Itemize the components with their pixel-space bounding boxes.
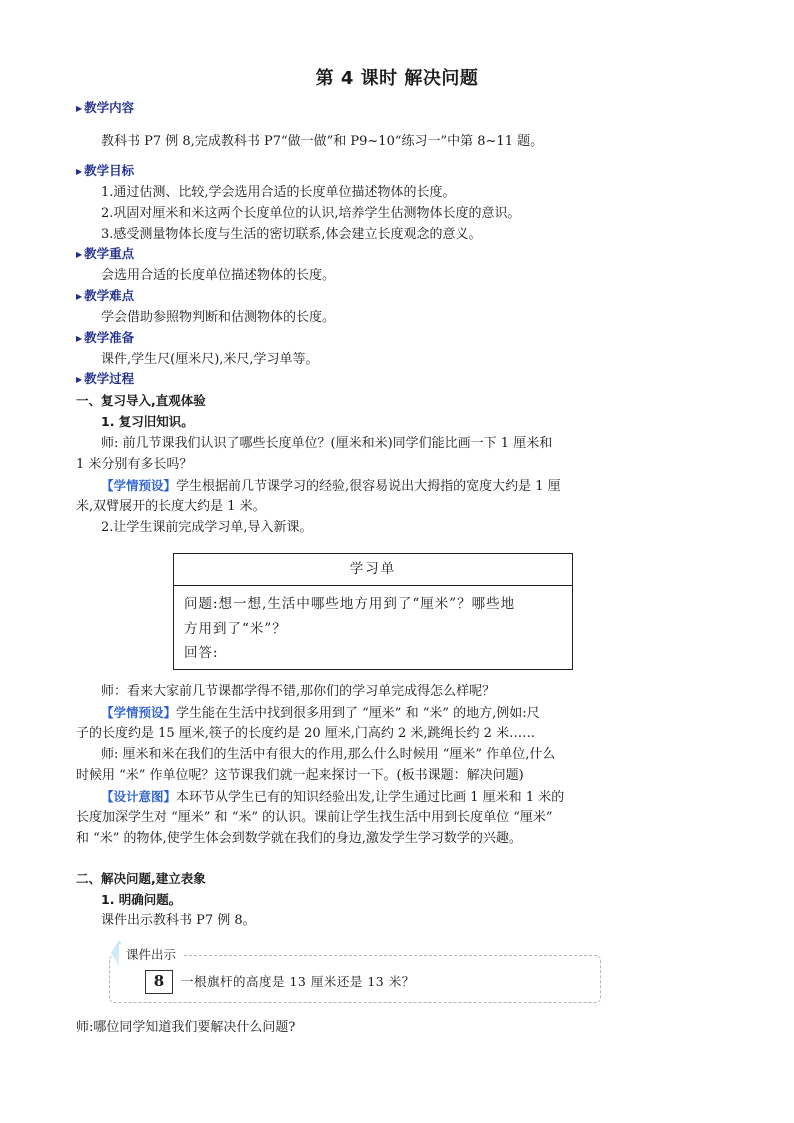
design-text: 本环节从学生已有的知识经验出发,让学生通过比画 1 厘米和 1 米的 <box>176 790 565 805</box>
triangle-bullet-icon: ▶ <box>76 292 83 301</box>
preset-text: 学生能在生活中找到很多用到了 “厘米” 和 “米” 的地方,例如:尺 <box>176 706 540 721</box>
triangle-bullet-icon: ▶ <box>76 334 83 343</box>
difficulty-text: 学会借助参照物判断和估测物体的长度。 <box>101 310 336 325</box>
section-label: 教学目标 <box>84 163 135 178</box>
section-label: 教学重点 <box>84 246 135 261</box>
design-paragraph <box>101 786 564 808</box>
teacher-line: 师: 前几节课我们认识了哪些长度单位？(厘米和米)同学们能比画一下 1 厘米和 <box>101 436 553 451</box>
example-number: 8 <box>145 970 173 994</box>
triangle-bullet-icon: ▶ <box>76 167 83 176</box>
worksheet-answer: 回答: <box>184 645 219 661</box>
design-line: 和 “米” 的物体,使学生体会到数学就在我们的身边,激发学生学习数学的兴趣。 <box>76 831 522 846</box>
section-heading-goals <box>76 161 134 182</box>
section-heading-key <box>76 244 134 265</box>
preset-tag: 【学情预设】 <box>101 478 177 493</box>
part2-heading: 二、解决问题,建立表象 <box>76 871 206 886</box>
preset-paragraph <box>101 702 540 724</box>
worksheet-box <box>173 553 573 670</box>
triangle-bullet-icon: ▶ <box>76 250 83 259</box>
triangle-bullet-icon: ▶ <box>76 104 83 113</box>
part2-line: 课件出示教科书 P7 例 8。 <box>101 913 256 928</box>
section-label: 教学过程 <box>84 371 135 386</box>
prep-text: 课件,学生尺(厘米尺),米尺,学习单等。 <box>101 352 319 367</box>
key-text: 会选用合适的长度单位描述物体的长度。 <box>101 268 336 283</box>
part1-sub2: 2.让学生课前完成学习单,导入新课。 <box>101 520 313 535</box>
goal-item: 2.巩固对厘米和米这两个长度单位的认识,培养学生估测物体长度的意识。 <box>101 206 521 221</box>
part2-sub1: 1. 明确问题。 <box>101 892 182 907</box>
worksheet-question: 问题:想一想,生活中哪些地方用到了“厘米”？哪些地 <box>184 596 516 612</box>
teacher-line: 时候用 “米” 作单位呢？这节课我们就一起来探讨一下。(板书课题：解决问题) <box>76 768 524 783</box>
triangle-bullet-icon: ▶ <box>76 375 83 384</box>
page-title: 第 4 课时 解决问题 <box>315 68 479 89</box>
preset-line: 米,双臂展开的长度大约是 1 米。 <box>76 499 266 514</box>
teacher-line: 师：看来大家前几节课都学得不错,那你们的学习单完成得怎么样呢？ <box>101 684 496 699</box>
goal-item: 3.感受测量物体长度与生活的密切联系,体会建立长度观念的意义。 <box>101 227 482 242</box>
teacher-line: 1 米分别有多长吗？ <box>76 457 193 472</box>
preset-line: 子的长度约是 15 厘米,筷子的长度约是 20 厘米,门高约 2 米,跳绳长约 2 米…… <box>76 726 536 741</box>
section-heading-content <box>76 98 134 119</box>
worksheet-question: 方用到了“米”？ <box>184 621 287 637</box>
teacher-line: 师:哪位同学知道我们要解决什么问题? <box>76 1020 296 1035</box>
section-heading-difficulty <box>76 286 134 307</box>
part1-heading: 一、复习导入,直观体验 <box>76 393 206 408</box>
section-heading-prep <box>76 328 134 349</box>
courseware-tag: 课件出示 <box>119 944 182 966</box>
goal-item: 1.通过估测、比较,学会选用合适的长度单位描述物体的长度。 <box>101 185 456 200</box>
section-label: 教学难点 <box>84 288 135 303</box>
design-tag: 【设计意图】 <box>101 789 177 804</box>
worksheet-title: 学习单 <box>174 554 572 586</box>
section-label: 教学内容 <box>84 100 135 115</box>
design-line: 长度加深学生对 “厘米” 和 “米” 的认识。课前让学生找生活中用到长度单位 “厘米” <box>76 810 553 825</box>
teacher-line: 师: 厘米和米在我们的生活中有很大的作用,那么什么时候用 “厘米” 作单位,什么 <box>101 747 556 762</box>
section-heading-process <box>76 369 134 390</box>
content-text: 教科书 P7 例 8,完成教科书 P7“做一做”和 P9~10“练习一”中第 8~11 题。 <box>101 134 544 149</box>
preset-text: 学生根据前几节课学习的经验,很容易说出大拇指的宽度大约是 1 厘 <box>176 479 561 494</box>
example-question: 一根旗杆的高度是 13 厘米还是 13 米？ <box>181 974 415 989</box>
preset-tag: 【学情预设】 <box>101 705 177 720</box>
part1-sub1: 1. 复习旧知识。 <box>101 414 194 429</box>
preset-paragraph <box>101 475 561 497</box>
section-label: 教学准备 <box>84 330 135 345</box>
